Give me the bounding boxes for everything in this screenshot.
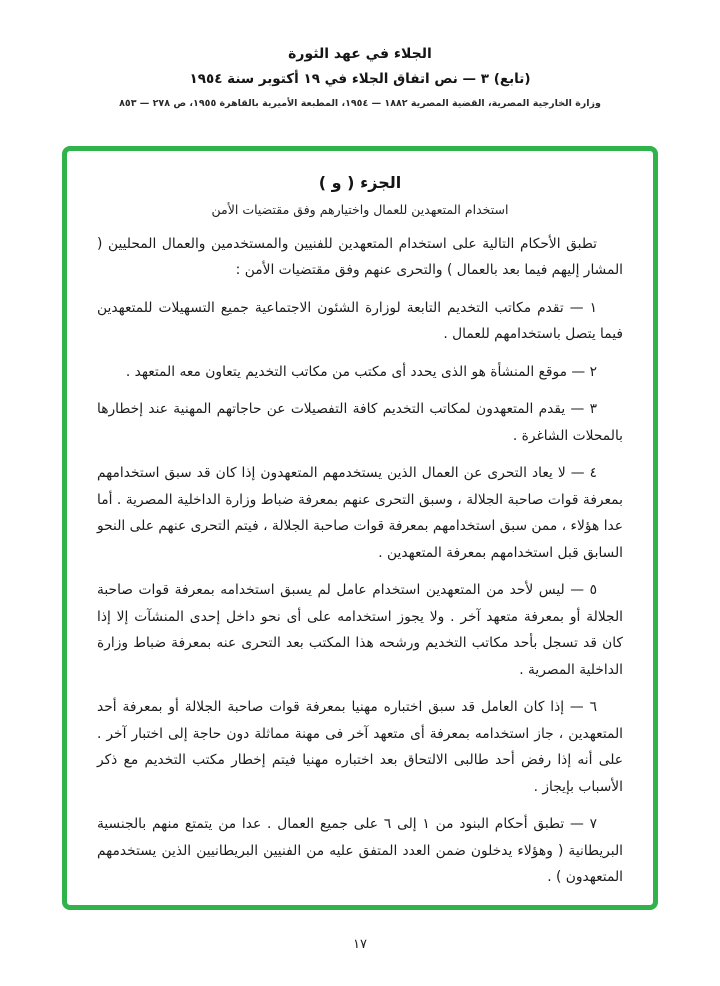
clause-2: ٢ — موقع المنشأة هو الذى يحدد أى مكتب من مكاتب التخديم يتعاون معه المتعهد . [125, 363, 597, 380]
page-title: الجلاء في عهد الثورة [288, 46, 432, 62]
clause-3: ٣ — يقدم المتعهدون لمكاتب التخديم كافة التفصيلات عن حاجاتهم المهنية عند إخطارها بالمحلات الشاغرة . [97, 401, 623, 444]
bordered-content-box [62, 146, 658, 910]
intro-paragraph: تطبق الأحكام التالية على استخدام المتعهدين للفنيين والمستخدمين والعمال المحليين ( المشار إليهم فيما بعد بالعمال ) والتحرى عنهم وفق مقتضيات الأمن : [97, 236, 623, 279]
page-subtitle: (تابع) ٣ — نص اتفاق الجلاء في ١٩ أكتوبر سنة ١٩٥٤ [189, 71, 531, 87]
source-citation: وزارة الخارجية المصرية، القضية المصرية ١٨٨٢ — ١٩٥٤، المطبعة الأميرية بالقاهرة ١٩٥٥، ص ٢٧٨ — ٨٥٣ [119, 98, 601, 109]
clause-6: ٦ — إذا كان العامل قد سبق اختباره مهنيا بمعرفة قوات صاحبة الجلالة أو بمعرفة أحد المتعهدين ، جاز استخدامه بمعرفة أى متعهد آخر فى مهنة مماثلة دون حاجة إلى اختبار آخر . على أنه إذا رفض أحد طالبى الالتحاق بعد اختباره مهنيا فيتم إخطار مكتب التخديم مع ذكر الأسباب بإيجاز . [97, 699, 623, 795]
section-title: استخدام المتعهدين للعمال واختيارهم وفق مقتضيات الأمن [211, 202, 509, 217]
clause-5: ٥ — ليس لأحد من المتعهدين استخدام عامل لم يسبق استخدامه بمعرفة قوات صاحبة الجلالة أو بمعرفة متعهد آخر . ولا يجوز استخدامه على أى نحو داخل إحدى المنشآت إلا إذا كان قد تسجل بأحد مكاتب التخديم ورشحه هذا المكتب بعد التحرى عنه بمعرفة ضباط وزارة الداخلية المصرية . [97, 582, 623, 678]
page-number: ١٧ [353, 937, 367, 952]
clause-4: ٤ — لا يعاد التحرى عن العمال الذين يستخدمهم المتعهدون إذا كان قد سبق استخدامهم بمعرفة قوات صاحبة الجلالة ، وسبق التحرى عنهم بمعرفة ضباط وزارة الداخلية المصرية . أما عدا هؤلاء ، ممن سبق استخدامهم بمعرفة قوات صاحبة الجلالة ، فيتم التحرى عنهم على النحو السابق قبل استخدامهم بمعرفة المتعهدين . [97, 465, 623, 561]
document-header [0, 0, 720, 109]
part-title: الجزء ( و ) [318, 173, 402, 192]
clause-1: ١ — تقدم مكاتب التخديم التابعة لوزارة الشئون الاجتماعية جميع التسهيلات للمتعهدين فيما يتصل باستخدامهم للعمال . [97, 299, 623, 343]
clause-7: ٧ — تطبق أحكام البنود من ١ إلى ٦ على جميع العمال . عدا من يتمتع منهم بالجنسية البريطانية ( وهؤلاء يدخلون ضمن العدد المتفق عليه من الفنيين البريطانيين الذين يستخدمهم المتعهدون ) . [97, 816, 623, 886]
